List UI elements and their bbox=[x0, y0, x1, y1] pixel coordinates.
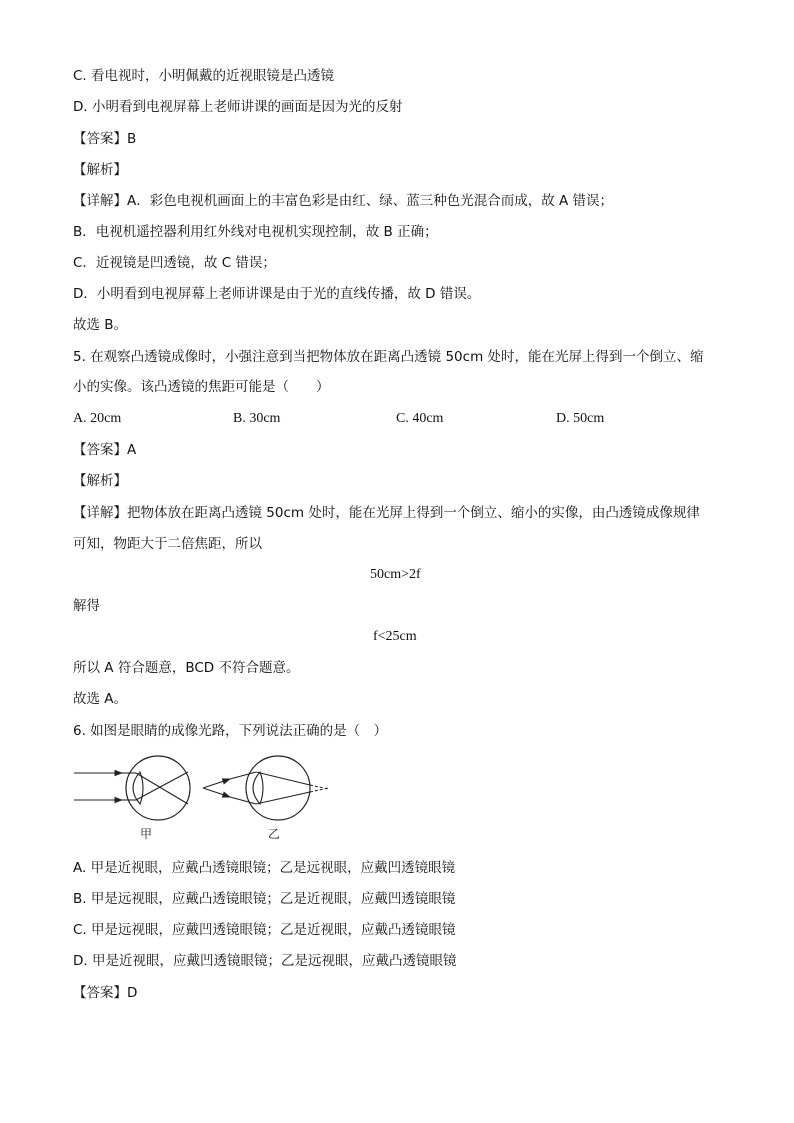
figure-label-right: 乙 bbox=[268, 827, 281, 841]
q5-solve-label: 解得 bbox=[73, 598, 100, 614]
q6-option-d: D. 甲是近视眼，应戴凹透镜眼镜；乙是远视眼，应戴凸透镜眼镜 bbox=[73, 953, 457, 969]
q5-option-a: A. 20cm bbox=[73, 411, 122, 426]
eye-figure-right bbox=[203, 756, 328, 820]
q5-formula-1: 50cm>2f bbox=[370, 567, 421, 582]
q5-formula-2: f<25cm bbox=[373, 629, 417, 644]
answer-label: 【答案】 bbox=[73, 131, 127, 147]
q4-analysis-label: 【解析】 bbox=[73, 162, 127, 178]
q4-conclusion: 故选 B。 bbox=[73, 317, 128, 333]
q5-detail-2: 可知，物距大于二倍焦距，所以 bbox=[73, 536, 262, 552]
q5-option-d: D. 50cm bbox=[556, 411, 605, 426]
q6-option-a: A. 甲是近视眼，应戴凸透镜眼镜；乙是远视眼，应戴凹透镜眼镜 bbox=[73, 860, 456, 876]
q4-option-d: D. 小明看到电视屏幕上老师讲课的画面是因为光的反射 bbox=[73, 99, 403, 115]
q5-conclusion: 故选 A。 bbox=[73, 691, 128, 707]
answer-value: D bbox=[127, 985, 138, 1001]
answer-label: 【答案】 bbox=[73, 442, 127, 458]
q4-detail-1: 【详解】A．彩色电视机画面上的丰富色彩是由红、绿、蓝三种色光混合而成，故 A 错误； bbox=[73, 193, 614, 209]
q5-stem-line-2: 小的实像。该凸透镜的焦距可能是（ ） bbox=[73, 379, 330, 395]
answer-label: 【答案】 bbox=[73, 985, 127, 1001]
q4-detail-3: C．近视镜是凹透镜，故 C 错误； bbox=[73, 255, 276, 271]
q6-option-c: C. 甲是远视眼，应戴凹透镜眼镜；乙是近视眼，应戴凸透镜眼镜 bbox=[73, 922, 456, 938]
figure-label-left: 甲 bbox=[140, 827, 153, 841]
q5-stem-line-1: 5. 在观察凸透镜成像时，小强注意到当把物体放在距离凸透镜 50cm 处时，能在光屏上得到一个倒立、缩 bbox=[73, 349, 704, 365]
q5-detail-1: 【详解】把物体放在距离凸透镜 50cm 处时，能在光屏上得到一个倒立、缩小的实像，由凸透镜成像规律 bbox=[73, 505, 700, 521]
q6-answer bbox=[73, 984, 137, 1002]
q5-option-c: C. 40cm bbox=[396, 411, 444, 426]
answer-value: B bbox=[127, 131, 137, 147]
eye-figure-left bbox=[74, 756, 190, 820]
q5-option-b: B. 30cm bbox=[233, 411, 281, 426]
q4-option-c: C. 看电视时，小明佩戴的近视眼镜是凸透镜 bbox=[73, 68, 335, 84]
q5-answer bbox=[73, 441, 136, 459]
q5-detail-3: 所以 A 符合题意，BCD 不符合题意。 bbox=[73, 660, 300, 676]
q4-detail-4: D．小明看到电视屏幕上老师讲课是由于光的直线传播，故 D 错误。 bbox=[73, 286, 481, 302]
q4-answer bbox=[73, 130, 136, 148]
q6-option-b: B. 甲是远视眼，应戴凸透镜眼镜；乙是近视眼，应戴凹透镜眼镜 bbox=[73, 891, 456, 907]
eye-diagram bbox=[70, 752, 340, 844]
q4-detail-2: B．电视机遥控器利用红外线对电视机实现控制，故 B 正确； bbox=[73, 224, 438, 240]
q5-analysis-label: 【解析】 bbox=[73, 473, 127, 489]
q6-stem: 6. 如图是眼睛的成像光路，下列说法正确的是（ ） bbox=[73, 723, 388, 739]
answer-value: A bbox=[127, 442, 137, 458]
